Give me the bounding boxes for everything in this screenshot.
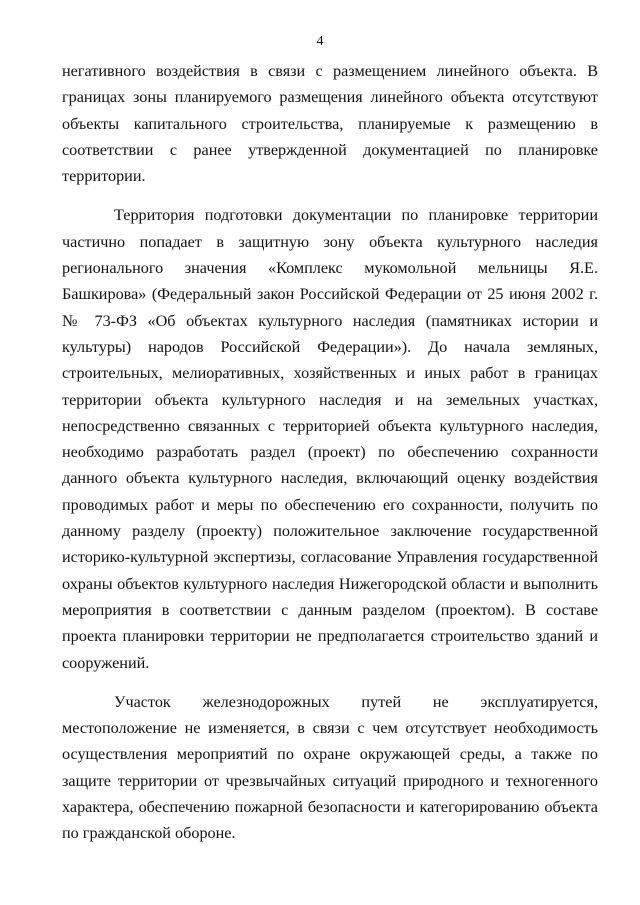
paragraph-railway-section: Участок железнодорожных путей не эксплуатируется, местоположение не изменяется, в связи с чем отсутствует необходимость осуществления мероприятий по охране окружающей среды, а также по защите территории от чрезвычайных ситуаций природного и техногенного характера, обеспечению пожарной безопасности и категорированию объекта по гражданской обороне. [62, 692, 598, 843]
paragraph-continuation: негативного воздействия в связи с размещением линейного объекта. В границах зоны планируемого размещения линейного объекта отсутствуют объекты капитального строительства, планируемые к размещению в соответствии с ранее утвержденной документацией по планировке территории. [62, 62, 598, 186]
page-number: 4 [316, 34, 324, 49]
paragraph-cultural-heritage: Территория подготовки документации по планировке территории частично попадает в защитную зону объекта культурного наследия регионального значения «Комплекс мукомольной мельницы Я.Е. Башкирова» (Федеральный закон Российской Федерации от 25 июня 2002 г. № 73-ФЗ «Об объектах культурного наследия (памятниках истории и культуры) народов Российской Федерации»). До начала земляных, строительных, мелиоративных, хозяйственных и иных работ в границах территории объекта культурного наследия и на земельных участках, непосредственно связанных с территорией объекта культурного наследия, необходимо разработать раздел (проект) по обеспечению сохранности данного объекта культурного наследия, включающий оценку воздействия проводимых работ и меры по обеспечению его сохранности, получить по данному разделу (проекту) положительное заключение государственной историко-культурной экспертизы, согласование Управления государственной охраны объектов культурного наследия Нижегородской области и выполнить мероприятия в соответствии с данным разделом (проектом). В составе проекта планировки территории не предполагается строительство зданий и сооружений. [62, 206, 598, 672]
document-body [62, 58, 598, 860]
